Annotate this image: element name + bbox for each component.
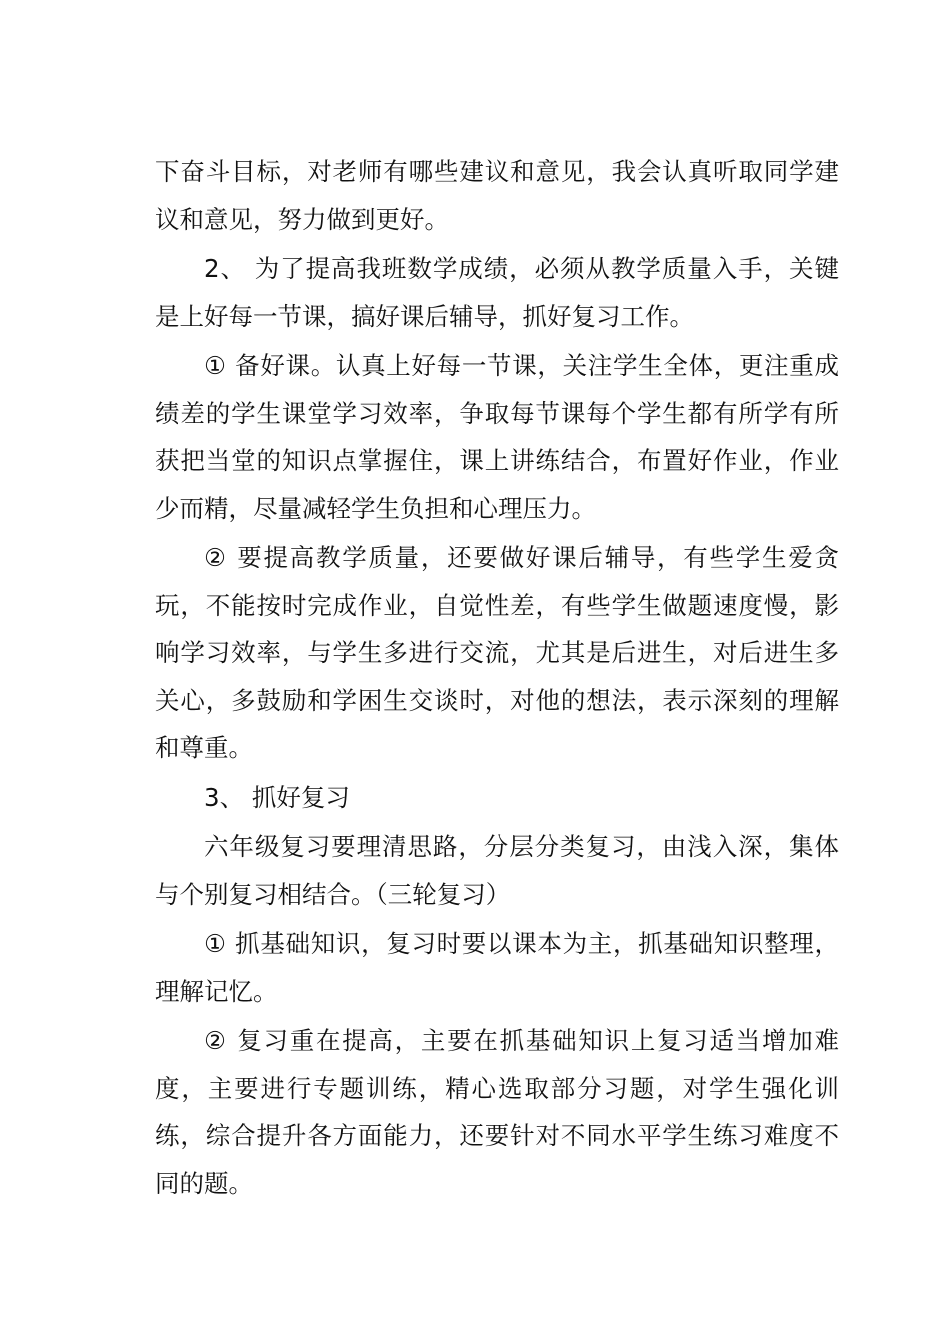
document-body	[155, 148, 839, 1209]
paragraph-basic-knowledge: ① 抓基础知识，复习时要以课本为主，抓基础知识整理，理解记忆。	[155, 929, 839, 1006]
paragraph-prepare-lessons: ① 备好课。认真上好每一节课，关注学生全体，更注重成绩差的学生课堂学习效率，争取每节课每个学生都有所学有所获把当堂的知识点掌握住，课上讲练结合，布置好作业，作业少而精，尽量减轻学生负担和心理压力。	[155, 351, 839, 523]
paragraph-continuation: 下奋斗目标，对老师有哪些建议和意见，我会认真听取同学建议和意见，努力做到更好。	[155, 157, 839, 234]
paragraph-item-3-heading: 3、 抓好复习	[204, 782, 350, 812]
paragraph-item-2: 2、 为了提高我班数学成绩，必须从教学质量入手，关键是上好每一节课，搞好课后辅导，抓好复习工作。	[155, 254, 839, 331]
paragraph-after-class-tutoring: ② 要提高教学质量，还要做好课后辅导，有些学生爱贪玩，不能按时完成作业，自觉性差，有些学生做题速度慢，影响学习效率，与学生多进行交流，尤其是后进生，对后进生多关心，多鼓励和学困生交谈时，对他的想法，表示深刻的理解和尊重。	[155, 543, 839, 762]
paragraph-review-improvement: ② 复习重在提高，主要在抓基础知识上复习适当增加难度，主要进行专题训练，精心选取部分习题，对学生强化训练，综合提升各方面能力，还要针对不同水平学生练习难度不同的题。	[155, 1026, 839, 1198]
paragraph-review-plan: 六年级复习要理清思路，分层分类复习，由浅入深，集体与个别复习相结合。（三轮复习）	[155, 832, 839, 909]
